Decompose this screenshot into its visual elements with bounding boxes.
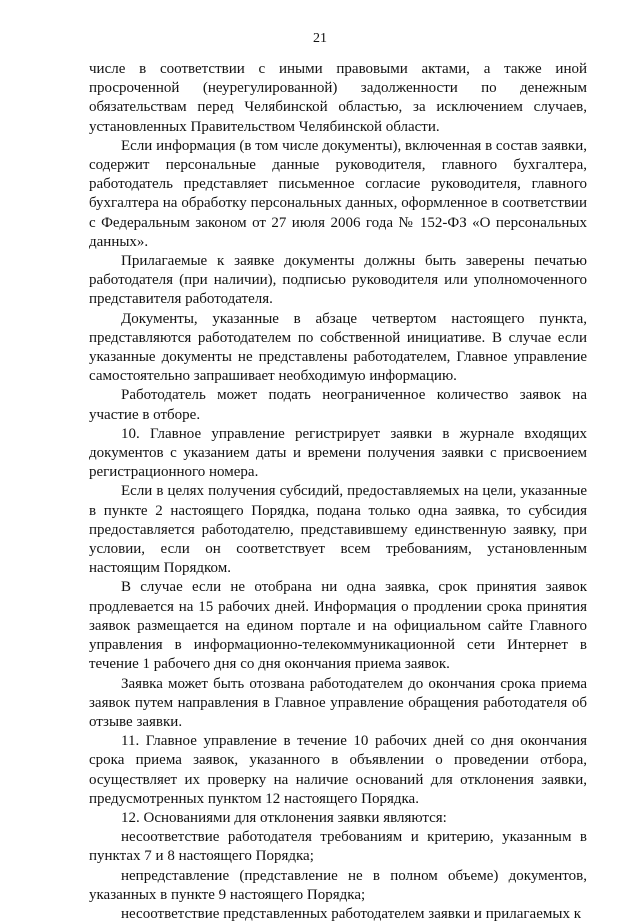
paragraph-6: 10. Главное управление регистрирует заявки в журнале входящих документов с указанием даты и времени получения заявки с присвоением регистрационного номера.: [89, 425, 587, 481]
page-number: 21: [313, 31, 327, 46]
paragraph-11: 12. Основаниями для отклонения заявки являются:: [121, 809, 447, 826]
paragraph-13: непредставление (представление не в полном объеме) документов, указанных в пункте 9 настоящего Порядка;: [89, 867, 587, 903]
paragraph-12: несоответствие работодателя требованиям и критерию, указанным в пунктах 7 и 8 настоящего Порядка;: [89, 829, 587, 865]
paragraph-5: Работодатель может подать неограниченное количество заявок на участие в отборе.: [89, 387, 587, 423]
paragraph-8: В случае если не отобрана ни одна заявка, срок принятия заявок продлевается на 15 рабочих дней. Информация о продлении срока принятия заявок размещается на едином портале и на официальном сайте Главного управления в информационно-телекоммуникационной сети Интернет в течение 1 рабочего дня со дня окончания приема заявок.: [89, 579, 587, 673]
paragraph-4: Документы, указанные в абзаце четвертом настоящего пункта, представляются работодателем по собственной инициативе. В случае если указанные документы не представлены работодателем, Главное управление самостоятельно запрашивает необходимую информацию.: [89, 310, 587, 385]
body-text: [89, 60, 587, 924]
paragraph-3: Прилагаемые к заявке документы должны быть заверены печатью работодателя (при наличии), подписью руководителя или уполномоченного представителя работодателя.: [89, 253, 587, 308]
paragraph-7: Если в целях получения субсидий, предоставляемых на цели, указанные в пункте 2 настоящего Порядка, подана только одна заявка, то субсидия предоставляется работодателю, представившему единственную заявку, при условии, если он соответствует всем требованиям, установленным настоящим Порядком.: [89, 483, 587, 577]
paragraph-2: Если информация (в том числе документы), включенная в состав заявки, содержит персональные данные руководителя, главного бухгалтера, работодатель представляет письменное согласие руководителя, главного бухгалтера на обработку персональных данных, оформленное в соответствии с Федеральным законом от 27 июля 2006 года № 152-ФЗ «О персональных данных».: [89, 137, 587, 250]
paragraph-9: Заявка может быть отозвана работодателем до окончания срока приема заявок путем направления в Главное управление обращения работодателя об отзыве заявки.: [89, 675, 587, 730]
paragraph-10: 11. Главное управление в течение 10 рабочих дней со дня окончания срока приема заявок, указанного в объявлении о проведении отбора, осуществляет их проверку на наличие оснований для отклонения заявки, предусмотренных пунктом 12 настоящего Порядка.: [89, 733, 587, 807]
paragraph-1: числе в соответствии с иными правовыми актами, а также иной просроченной (неурегулированной) задолженности по денежным обязательствам перед Челябинской областью, за исключением случаев, установленных Правительством Челябинской области.: [89, 61, 587, 135]
paragraph-14: несоответствие представленных работодателем заявки и прилагаемых к: [121, 905, 581, 922]
